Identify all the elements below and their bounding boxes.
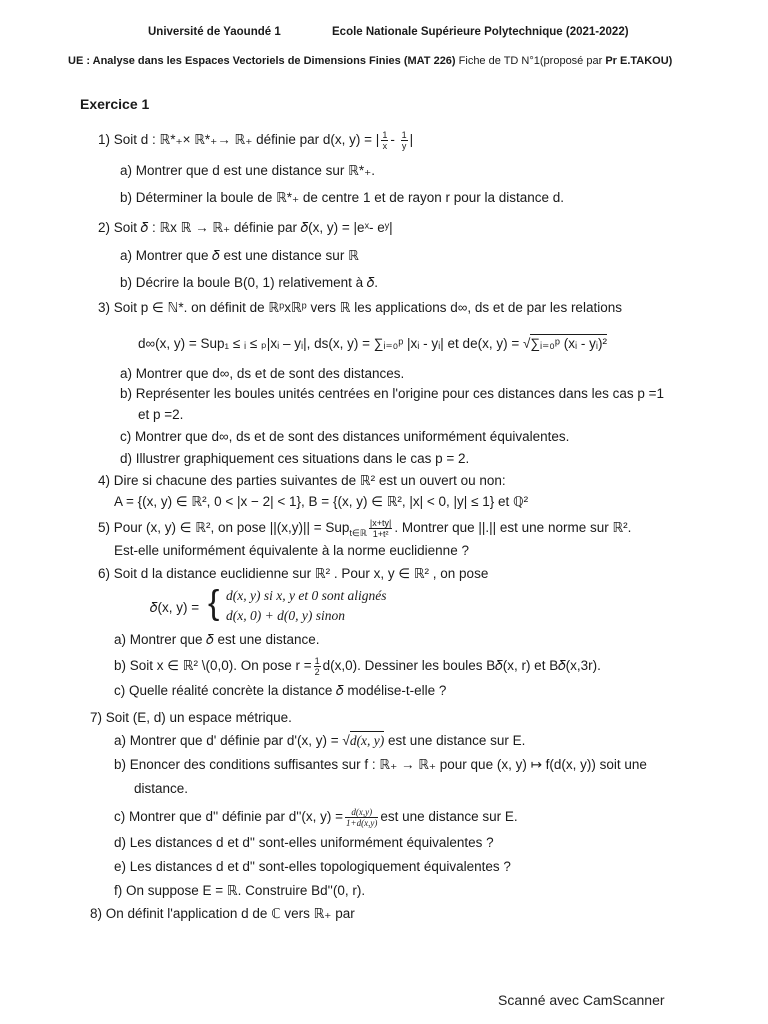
question-7e: e) Les distances d et d'' sont-elles topologiquement équivalentes ? bbox=[114, 859, 511, 874]
question-3a: a) Montrer que d∞, ds et de sont des distances. bbox=[120, 366, 405, 381]
question-7f: f) On suppose E = ℝ. Construire Bd''(0, r). bbox=[114, 883, 366, 898]
course-line bbox=[68, 55, 672, 67]
fraction-1-over-x: $\frac{1}{x}$ bbox=[382, 130, 388, 151]
question-3: 3) Soit p ∈ ℕ*. on définit de ℝᵖxℝᵖ vers ℝ les applications d∞, ds et de par les relations bbox=[98, 300, 622, 315]
question-2: 2) Soit 𝛿 : ℝx ℝ → ℝ₊ définie par 𝛿(x, y) = |eˣ- eʸ| bbox=[98, 220, 393, 235]
question-6: 6) Soit d la distance euclidienne sur ℝ² . Pour x, y ∈ ℝ² , on pose bbox=[98, 566, 489, 581]
question-7: 7) Soit (E, d) un espace métrique. bbox=[90, 710, 292, 725]
question-1: 1) Soit d : ℝ*₊× ℝ*₊→ ℝ₊ définie par d(x, y) = | $\frac{1}{x}$ - $\frac{1}{y}$ | bbox=[98, 130, 414, 151]
question-4: 4) Dire si chacune des parties suivantes de ℝ² est un ouvert ou non: bbox=[98, 473, 506, 488]
question-7c: c) Montrer que d'' définie par d''(x, y) = $\frac{d(x,y)}{1+d(x,y)}$ est une distance sur E. bbox=[114, 807, 518, 828]
brace-icon: { bbox=[208, 584, 220, 622]
fraction-half: $\frac{1}{2}$ bbox=[314, 656, 320, 677]
exercise-title: Exercice 1 bbox=[80, 96, 150, 112]
question-6-case-1: d(x, y) si x, y et 0 sont alignés bbox=[226, 588, 387, 603]
question-3c: c) Montrer que d∞, ds et de sont des distances uniformément équivalentes. bbox=[120, 429, 570, 444]
school-name: Ecole Nationale Supérieure Polytechnique (2021-2022) bbox=[332, 26, 629, 38]
fraction-sup: $\frac{|x+ty|}{\text{1+t²}}$ bbox=[369, 518, 392, 539]
question-6-lhs: 𝛿(x, y) = bbox=[150, 600, 200, 615]
fraction-1-over-y: $\frac{1}{y}$ bbox=[401, 130, 407, 151]
question-2b: b) Décrire la boule B(0, 1) relativement à 𝛿. bbox=[120, 275, 379, 290]
question-7b: b) Enoncer des conditions suffisantes sur f : ℝ₊ → ℝ₊ pour que (x, y) ↦ f(d(x, y)) soit une bbox=[114, 757, 647, 772]
university-name: Université de Yaoundé 1 bbox=[148, 26, 281, 38]
sheet-author: Pr E.TAKOU) bbox=[605, 55, 673, 67]
fraction-d-over-1-plus-d: $\frac{d(x,y)}{1+d(x,y)}$ bbox=[346, 807, 378, 828]
question-6b: b) Soit x ∈ ℝ² \(0,0). On pose r = $\frac{1}{2}$ d(x,0). Dessiner les boules B𝛿(x, r) et B𝛿(x,3r). bbox=[114, 656, 601, 677]
sheet-label: Fiche de TD N°1(proposé par bbox=[458, 55, 603, 67]
question-3d: d) Illustrer graphiquement ces situations dans le cas p = 2. bbox=[120, 451, 470, 466]
question-3b-cont: et p =2. bbox=[138, 407, 184, 422]
course-title: UE : Analyse dans les Espaces Vectoriels de Dimensions Finies (MAT 226) bbox=[68, 55, 456, 67]
question-3b: b) Représenter les boules unités centrées en l'origine pour ces distances dans les cas p =1 bbox=[120, 386, 665, 401]
question-4-sets: A = {(x, y) ∈ ℝ², 0 < |x − 2| < 1}, B = {(x, y) ∈ ℝ², |x| < 0, |y| ≤ 1} et ℚ² bbox=[114, 494, 529, 509]
question-1b: b) Déterminer la boule de ℝ*₊ de centre 1 et de rayon r pour la distance d. bbox=[120, 190, 565, 205]
question-7b-cont: distance. bbox=[134, 781, 189, 796]
question-7d: d) Les distances d et d'' sont-elles uniformément équivalentes ? bbox=[114, 835, 494, 850]
question-3-formula: d∞(x, y) = Sup₁ ≤ ᵢ ≤ ₚ|xᵢ – yᵢ|, ds(x, y) = ∑ᵢ₌₀ᵖ |xᵢ - yᵢ| et de(x, y) = √∑ᵢ₌₀ᵖ (xᵢ - yᵢ)² bbox=[138, 336, 607, 351]
question-8: 8) On définit l'application d de ℂ vers ℝ₊ par bbox=[90, 906, 355, 921]
camscanner-watermark: Scanné avec CamScanner bbox=[498, 992, 665, 1008]
question-5-cont: Est-elle uniformément équivalente à la norme euclidienne ? bbox=[114, 543, 469, 558]
question-6-case-2: d(x, 0) + d(0, y) sinon bbox=[226, 608, 345, 623]
question-7a: a) Montrer que d' définie par d'(x, y) = √d(x, y) est une distance sur E. bbox=[114, 733, 526, 748]
question-6a: a) Montrer que 𝛿 est une distance. bbox=[114, 632, 320, 647]
question-6c: c) Quelle réalité concrète la distance 𝛿 modélise-t-elle ? bbox=[114, 683, 447, 698]
question-5: 5) Pour (x, y) ∈ ℝ², on pose ||(x,y)|| = Sup$_{t\in ℝ}$ $\frac{|x+ty|}{\text{1+t²}}$ . Montrer que ||.|| est une norme sur ℝ². bbox=[98, 518, 632, 539]
question-2a: a) Montrer que 𝛿 est une distance sur ℝ bbox=[120, 248, 359, 263]
question-1a: a) Montrer que d est une distance sur ℝ*₊. bbox=[120, 163, 375, 178]
